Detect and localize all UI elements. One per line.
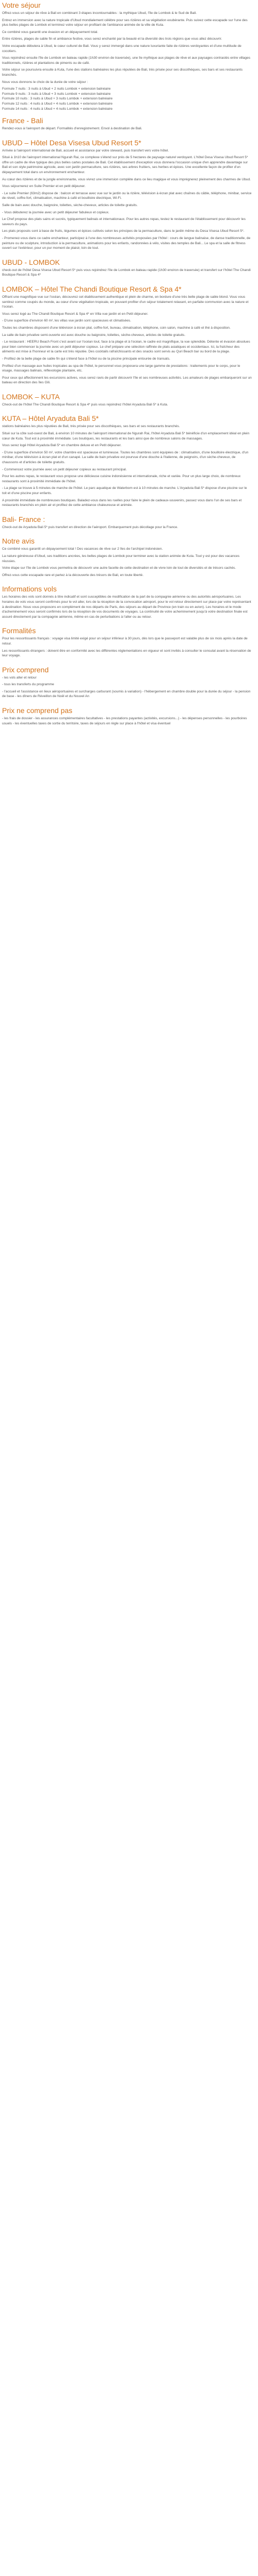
section-title: Votre séjour — [2, 1, 41, 9]
paragraph: - l'accueil et l'assistance en lieux aéroportuaires et surcharges carburant (soumis à variation) - l'hébergement en chambre double pour la durée du séjour - la pension de base - les dîners de Réveillon de Noël et du Nouvel An — [2, 689, 251, 699]
paragraph: - Vous débuterez la journée avec un petit déjeuner fabuleux et copieux. — [2, 210, 109, 214]
paragraph: Votre séjour se poursuivra ensuite à Kuta, l'une des stations balnéaires les plus réputées de Bali, très prisée pour ses discothèques, ses bars et ses restaurants branchés. — [2, 68, 243, 77]
paragraph: Profitez d'un massage aux huiles tropicales au spa de l'hôtel, le personnel vous proposera une large gamme de prestations : traitements pour le corps, pour le visage, massages balinais, réflexologie plantaire, etc. — [2, 364, 240, 373]
paragraph: A proximité immédiate de nombreuses boutiques. Baladez-vous dans les ruelles pour faire le plein de cadeaux-souvenirs, passez vous dans l'un de ses bars et restaurants branchés en plein air et profitez de cette ambiance chaleureuse et animée. — [2, 498, 242, 507]
section — [2, 666, 252, 699]
paragraph: Les ressortissants étrangers : doivent être en conformité avec les différentes réglementations en vigueur et sont invités à consulter le consulat avant la réservation de leur voyage. — [2, 649, 251, 658]
paragraph: Entrez en immersion avec la nature tropicale d'Ubud mondialement célèbre pour ses rizières et sa végétation exubérante. Puis suivez cette escapade sur l'une des plus belles plages de Lombok et terminez votre séjour en profitant de l'ambiance animée de la ville de Kuta. — [2, 18, 248, 27]
section-title: Bali- France : — [2, 515, 45, 523]
paragraph: Votre escapade débutera à Ubud, le cœur culturel de Bali. Vous y serez immergé dans une nature luxuriante faite de rizières verdoyantes et d'une multitude de cocotiers. — [2, 44, 241, 53]
section-title: Informations vols — [2, 585, 57, 594]
section-title: France - Bali — [2, 116, 43, 125]
section — [2, 706, 252, 726]
paragraph: Rendez-vous à l'aéroport de départ. Formalités d'enregistrement. Envol à destination de Bali. — [2, 127, 142, 131]
paragraph: Les plats proposés sont à base de fruits, légumes et épices cultivés selon les principes de la permaculture, dans le jardin même du Desa Visesa Ubud Resort 5*. — [2, 229, 245, 233]
section — [2, 393, 252, 408]
section — [2, 626, 252, 658]
section-title: Notre avis — [2, 537, 35, 546]
paragraph: Pour les autres repas, le restaurant vous propose une délicieuse cuisine indonésienne et internationale, riche et variée. Pour un plus large choix, de nombreux restaurants sont à proximité immédiate de l'hôtel. — [2, 474, 241, 483]
section — [2, 258, 252, 278]
section — [2, 585, 252, 619]
paragraph: Votre étape sur l'île de Lombok vous permettra de découvrir une autre facette de cette destination et de vivre loin de tout de diversités et de trésors cachés. — [2, 566, 236, 570]
document — [0, 0, 254, 738]
paragraph: Offrez-vous cette escapade rare et partez à la découverte des trésors de Bali, en toute liberté. — [2, 573, 144, 577]
paragraph: - Le restaurant : HEERU Beach Front c'est avant sur l'océan tout, face à la plage et à l'océan, le cadre est magnifique, la vue splendide. Détente et évasion absolues pour bien commencer la journée avec un petit déjeuner copieux. Le chef prépare une sélection raffinée de plats asiatiques et occidentaux. Ici, la fraîcheur des aliments est mise à l'honneur et la carte est très réputée. Des cocktails rafraîchissants et des snacks sont servis au Quri Beach bar ou bord de la plage. — [2, 340, 250, 354]
paragraph: - les frais de dossier - les assurances complémentaires facultatives - les prestations payantes (activités, excursions...) - les dépenses personnelles - les pourboires usuels - les éventuelles taxes de sortie du territoire, taxes de séjours en règle sur place à l'hôtel et visa éventuel — [2, 717, 247, 725]
paragraph: Pour ceux qui affectionnent les excursions actives, vous serez ravis de partir découvrir l'île et ses nombreuses activités. Les amateurs de plages embarqueront sur un bateau en direction des îles Gili. — [2, 376, 252, 385]
list-item: Formule 12 nuits : 4 nuits à Ubud + 4 nuits Lombok + extension balnéaire — [2, 101, 113, 106]
paragraph: - Promenez-vous dans ce cadre enchanteur, participez à l'une des nombreuses activités proposées par l'hôtel : cours de langue balinaise, de danse traditionnelle, de peinture ou de sculpture, introduction à la permaculture, animations pour les enfants, randonnées à vélo, visites des temples de Bali... Le spa et la salle de fitness ouvert sur l'extérieur, pour un pur moment de plaisir, loin de tout. — [2, 236, 251, 250]
paragraph: Vous serez logé au The Chandi Boutique Resort & Spa 4* en Villa vue jardin et en Petit déjeuner. — [2, 312, 149, 316]
section-title: LOMBOK – Hôtel The Chandi Boutique Resort & Spa 4* — [2, 284, 182, 293]
paragraph: Offrez-vous un séjour de rêve à Bali en combinant 3 étapes incontournables : la mythique Ubud, l'île de Lombok & le Sud de Bali. — [2, 11, 197, 15]
list-item: Formule 10 nuits : 3 nuits à Ubud + 3 nuits Lombok + extension balnéaire — [2, 97, 113, 101]
formula-list — [2, 87, 252, 111]
section — [2, 285, 252, 385]
paragraph: Situé sur la côte sud-ouest de Bali, à environ 10 minutes de l'aéroport international de Ngurah Rai, l'hôtel Aryaduta Bali 5* bénéficie d'un emplacement idéal en plein cœur de Kuta. Tout est à proximité immédiate. Les boutiques, les restaurants et les bars ainsi que de nombreux salons de massages. — [2, 432, 250, 440]
paragraph: Check-out de Aryaduta Bali 5* puis transfert en direction de l'aéroport. Embarquement puis décollage pour la France. — [2, 525, 179, 529]
paragraph: - Le suite Premier (63m2) dispose de : balcon et terrasse avec vue sur le jardin ou la rizière, télévision à écran plat avec chaînes du câble, téléphone, minibar, service de réveil, coffre-fort, climatisation, machine à café et bouilloire électrique, Wi-Fi. — [2, 191, 252, 200]
section-title: UBUD - LOMBOK — [2, 258, 60, 266]
paragraph: Salle de bain avec douche, baignoire, toilettes, sèche-cheveux, articles de toilette gratuits. — [2, 204, 138, 208]
paragraph: Au cœur des rizières et de la jungle environnante, vous vivrez une immersion complète dans ce lieu magique et vous imprégnerez pleinement des charmes de Ubud. — [2, 177, 251, 181]
paragraph: Vous rejoindrez ensuite l'île de Lombok en bateau rapide (1h30 environ de traversée), une île mythique aux plages de rêve et aux paysages contrastés entre villages traditionnels, rizières et plantations de piments ou de café. — [2, 56, 251, 65]
paragraph: stations balnéaires les plus réputées de Bali, très prisée pour ses discothèques, ses bars et ses restaurants branchés. — [2, 425, 180, 429]
paragraph: Check-out de l'hôtel The Chandi Boutique Resort & Spa 4* puis vous rejoindrez l'hôtel Aryaduta Bali 5* à Kuta. — [2, 402, 168, 406]
list-item: Formule 7 nuits : 3 nuits à Ubud + 2 nuits Lombok + extension balnéaire — [2, 87, 111, 91]
paragraph: Entre rizières, plages de sable fin et ambiance festive, vous serez enchanté par la beauté et la diversité des trois régions que vous allez découvrir. — [2, 37, 222, 41]
section-title: KUTA – Hôtel Aryaduta Bali 5* — [2, 414, 99, 423]
paragraph: Arrivée à l'aéroport international de Bali, accueil et assistance par votre steward, puis transfert vers votre hôtel. — [2, 148, 169, 152]
paragraph: Ce combiné vous garantit une évasion et un dépaysement total. — [2, 30, 99, 34]
paragraph: La salle de bain privative semi-ouverte est avec douche ou baignoire, toilettes, sèche-cheveux, articles de toilette gratuits. — [2, 333, 186, 337]
paragraph: Vous séjournerez en Suite Premier et en petit déjeuner. — [2, 184, 86, 189]
paragraph: Situé à 1h10 de l'aéroport international Ngurah Rai, ce complexe s'étend sur près de 5 hectares de paysage naturel verdoyant. L'hôtel Desa Visesa Ubud Resort 5* offre un cadre de rêve typique des plus belles cartes postales de Bali. Cet établissement d'exception vous donnera l'occasion unique d'en apprendre davantage sur Bali et son style patrimoine agricole, avec son jardin permaculture, ses rizières, ses arbres fruitiers, ses herbes et épices. Une excellente façon de profiter d'un dépaysement total dans un environnement enchanteur. — [2, 156, 248, 175]
paragraph: - D'une superficie d'environ 60 m², les villas vue jardin sont spacieuses et climatisées. — [2, 319, 131, 323]
section-title: UBUD – Hôtel Desa Visesa Ubud Resort 5* — [2, 138, 141, 147]
section — [2, 139, 252, 251]
paragraph: - La plage se trouve à 5 minutes de marche de l'hôtel. Le parc aquatique de Waterbom est à 10 minutes de marche. L'Aryaduta Bali 5* dispose d'une piscine sur le toit et d'une piscine pour enfants. — [2, 486, 247, 495]
paragraph: La nature généreuse d'Ubud, ses traditions ancrées, les belles plages de Lombok pour terminer avec la station animée de Kuta. Tout y est pour des vacances réussies. — [2, 554, 240, 563]
paragraph: Toutes les chambres disposent d'une télévision à écran plat, coffre-fort, bureau, climatisation, téléphone, coin salon, machine à café et thé à disposition. — [2, 326, 231, 330]
paragraph: - les vols aller et retour — [2, 675, 37, 680]
paragraph: check-out de l'hôtel Desa Visesa Ubud Resort 5* puis vous rejoindrez l'île de Lombok en bateau rapide (1h30 environ de traversée) et transfert sur l'hôtel The Chandi Boutique Resort & Spa 4* — [2, 268, 251, 277]
section-title: LOMBOK – KUTA — [2, 392, 60, 401]
paragraph: Les horaires des vols sont donnés à titre indicatif et sont susceptibles de modification de la part de la compagnie aérienne ou des autorités aéroportuaires. Les horaires de vols vous seront confirmés pour le vol aller, lors de la réception de la convocation aéroport, pour le vol retour directement sur place par votre représentant à destination. Nous vous proposons en complément de nos départs de Paris, des séjours au départ de Province (en train ou en avion). Les horaires et le mode d'acheminement vous seront confirmés lors de la réception de vos documents de voyages. La continuité de votre acheminement jusqu'à votre destination finale est assuré directement par la compagnie aérienne, même en cas de perturbations à l'aller ou au retour. — [2, 595, 251, 619]
paragraph: - Commencez votre journée avec un petit déjeuner copieux au restaurant principal. — [2, 467, 127, 471]
paragraph: Vous serez logé Hôtel Aryaduta Bali 5* en chambre deluxe et en Petit déjeuner. — [2, 444, 122, 448]
paragraph: Le Chef propose des plats sains et sucrés, typiquement balinais et internationaux. Pour les autres repas, testez le restaurant de l'établissement pour découvrir les saveurs du pays. — [2, 217, 246, 226]
paragraph: - D'une superficie d'environ 50 m², votre chambre est spacieuse et lumineuse. Toutes les chambres sont équipées de : climatisation, d'une bouilloire électrique, d'un minibar, d'une télévision à écran plat et d'un canapé. La salle de bain privative est pourvue d'une douche à l'italienne, de peignoirs, d'un sèche-cheveux, de chaussons et d'articles de toilette gratuits. — [2, 450, 249, 465]
paragraph: Ce combiné vous garantit un dépaysement total ! Des vacances de rêve sur 2 îles de l'archipel indonésien. — [2, 547, 163, 551]
section — [2, 537, 252, 578]
section-title: Prix ne comprend pas — [2, 706, 73, 715]
paragraph: Offrant une magnifique vue sur l'océan, découvrez cet établissement authentique et plein de charme, en bordure d'une très belle plage de sable blond. Vous vous sentirez comme coupés du monde, au cœur d'une végétation tropicale, en pouvant profiter d'un séjour totalement relaxant, en parfaite communion avec la nature et l'océan. — [2, 295, 249, 309]
paragraph: Nous vous donnons le choix de la durée de votre séjour : — [2, 80, 88, 84]
paragraph: - Profitez de la belle plage de sable fin qui s'étend face à l'hôtel ou de la piscine principale entourée de transats. — [2, 357, 170, 361]
list-item: Formule 14 nuits : 4 nuits à Ubud + 4 nuits Lombok + extension balnéaire — [2, 107, 113, 111]
paragraph: Pour les ressortissants français : voyage visa limité exigé pour un séjour inférieur à 30 jours, dès lors que le passeport est valable plus de six mois après la date de retour. — [2, 637, 248, 646]
paragraph: - tous les transferts du programme — [2, 683, 54, 687]
section-title: Formalités — [2, 626, 36, 635]
section — [2, 515, 252, 530]
section — [2, 1, 252, 131]
list-item: Formule 9 nuits : 3 nuits à Ubud + 3 nuits Lombok + extension balnéaire — [2, 92, 111, 96]
section — [2, 414, 252, 507]
section-title: Prix comprend — [2, 665, 49, 674]
